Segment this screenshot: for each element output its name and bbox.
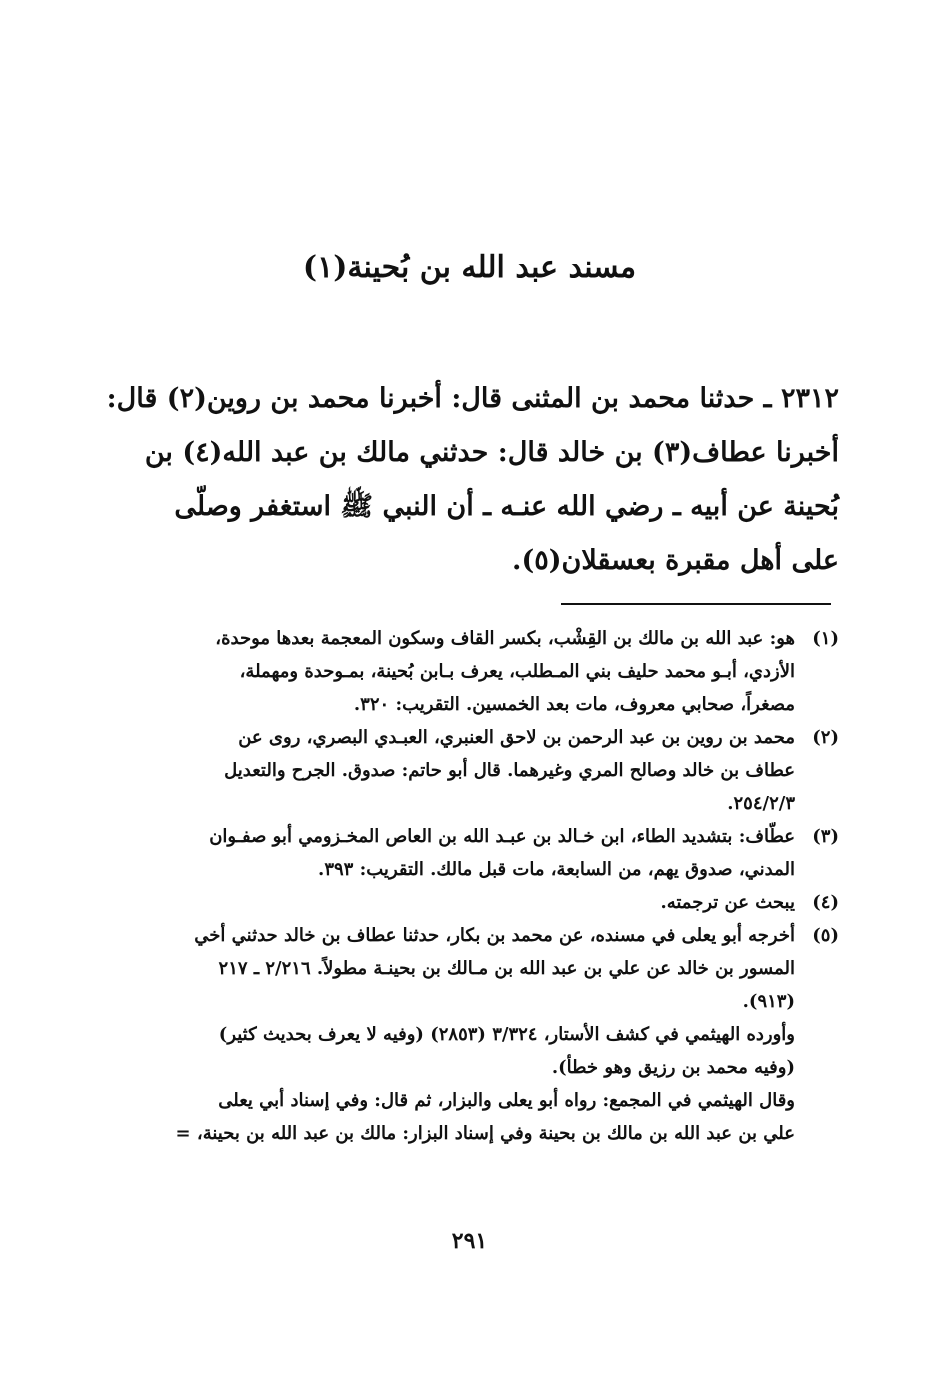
footnote-continuation-line: وأورده الهيثمي في كشف الأستار، ٣/٣٢٤ (٢٨٥٣) (وفيه لا يعرف بحديث كثير) bbox=[218, 1024, 795, 1045]
footnote-line: ٢٥٤/٢/٣. bbox=[727, 793, 795, 814]
footnote-line: (٩١٣). bbox=[742, 991, 795, 1012]
footnote bbox=[134, 622, 839, 721]
footnote-line: المسور بن خالد عن علي بن عبد الله بن مـالك بن بحينـة مطولاً. ٢/٢١٦ ـ ٢١٧ bbox=[218, 958, 795, 979]
hadith-line: بُحينة عن أبيه ـ رضي الله عنـه ـ أن النبي ﷺ استغفر وصلّى bbox=[174, 491, 839, 522]
footnote-line: أخرجه أبو يعلى في مسنده، عن محمد بن بكار، حدثنا عطاف بن خالد حدثني أخي bbox=[194, 925, 795, 946]
footnote-continuation-line: وقال الهيثمي في المجمع: رواه أبو يعلى والبزار، ثم قال: وفي إسناد أبي يعلى bbox=[218, 1090, 795, 1111]
footnote-line: المدني، صدوق يهم، من السابعة، مات قبل مالك. التقريب: ٣٩٣. bbox=[318, 859, 795, 880]
hadith-line: ٢٣١٢ ـ حدثنا محمد بن المثنى قال: أخبرنا محمد بن روين(٢) قال: bbox=[106, 383, 839, 414]
footnote bbox=[134, 721, 839, 820]
hadith-text bbox=[106, 372, 839, 588]
footnote-line: عطاف بن خالد وصالح المري وغيرهما. قال أبو حاتم: صدوق. الجرح والتعديل bbox=[224, 760, 795, 781]
footnote-line: محمد بن روين بن عبد الرحمن بن لاحق العنبري، العبـدي البصري، روى عن bbox=[238, 727, 795, 748]
footnote-number: (٢) bbox=[812, 727, 839, 748]
footnote-number: (٣) bbox=[812, 826, 839, 847]
footnote-number: (٥) bbox=[812, 925, 839, 946]
footnote-continuation-line: (وفيه محمد بن رزيق وهو خطأ). bbox=[551, 1057, 795, 1078]
page-title: مسند عبد الله بن بُحينة(١) bbox=[302, 250, 637, 285]
footnote-divider bbox=[561, 603, 831, 605]
hadith-line: أخبرنا عطاف(٣) بن خالد قال: حدثني مالك بن عبد الله(٤) بن bbox=[144, 437, 839, 468]
footnote-line: هو: عبد الله بن مالك بن القِشْب، بكسر القاف وسكون المعجمة بعدها موحدة، bbox=[215, 628, 795, 649]
footnote-line: الأزدي، أبـو محمد حليف بني المـطلب، يعرف بـابن بُحينة، بمـوحدة ومهملة، bbox=[239, 661, 795, 682]
footnotes bbox=[134, 622, 839, 1150]
hadith-line: على أهل مقبرة بعسقلان(٥). bbox=[512, 545, 839, 576]
footnote-number: (١) bbox=[812, 628, 839, 649]
footnote-continuation-line: علي بن عبد الله بن مالك بن بحينة وفي إسناد البزار: مالك بن عبد الله بن بحينة، = bbox=[175, 1123, 795, 1144]
footnote-line: يبحث عن ترجمته. bbox=[660, 892, 795, 913]
footnote bbox=[134, 919, 839, 1018]
page-number: ٢٩١ bbox=[451, 1228, 488, 1254]
footnote-line: مصغراً، صحابي معروف، مات بعد الخمسين. التقريب: ٣٢٠. bbox=[353, 694, 795, 715]
footnote-number: (٤) bbox=[812, 892, 839, 913]
footnote bbox=[134, 820, 839, 886]
footnote bbox=[134, 886, 839, 919]
footnote-line: عطّاف: بتشديد الطاء، ابن خـالد بن عبـد الله بن العاص المخـزومي أبو صفـوان bbox=[209, 826, 795, 847]
